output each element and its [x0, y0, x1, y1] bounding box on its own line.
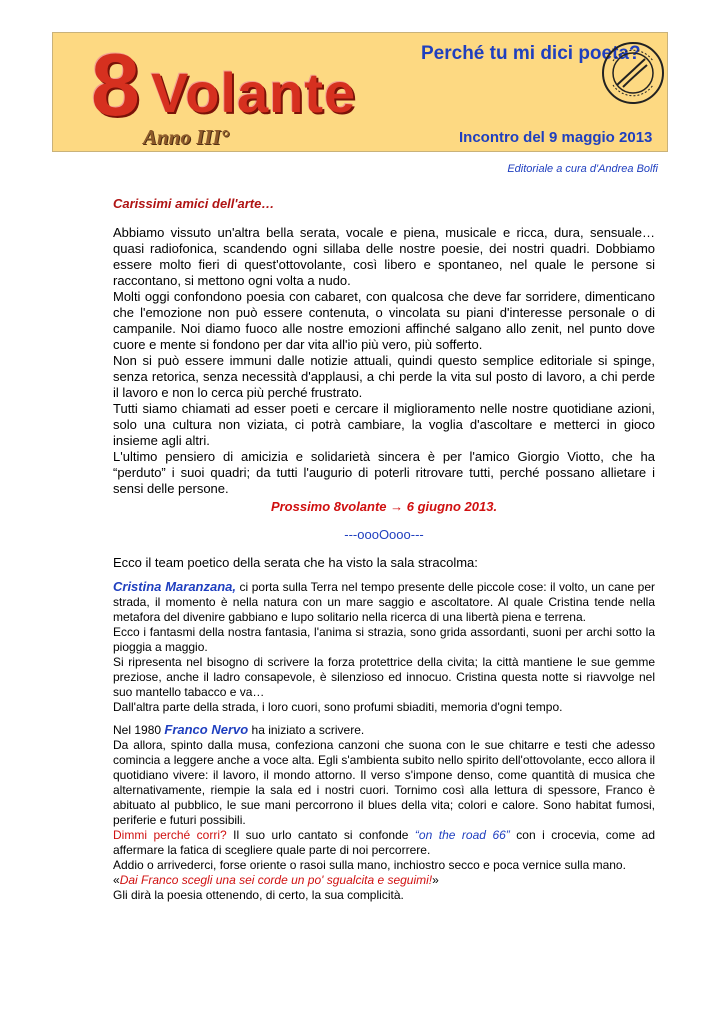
franco-invitation: Dai Franco scegli una sei corde un po' sgualcita e seguimi!: [119, 873, 433, 887]
franco-name: Franco Nervo: [164, 722, 249, 737]
editorial-paragraph-2: Molti oggi confondono poesia con cabaret, con qualcosa che deve far sorridere, dimenticano che l'emozione non può essere contenuta, o vincolata su piani d'interesse personale o di campanile. Noi diamo fuoco alle nostre emozioni affinché salgano allo zenit, nel punto dove cuore e mente si fondono per dar vita all'io più vero, più sofferto.: [113, 289, 655, 352]
masthead: [52, 32, 668, 152]
cristina-paragraph-3: Dall'altra parte della strada, i loro cuori, sono profumi sbiaditi, memoria d'ogni tempo.: [113, 700, 563, 714]
cristina-paragraph-2: Si ripresenta nel bisogno di scrivere la forza protettrice della civita; la città mantiene le sue gemme preziose, anche il ladro consapevole, è silenzioso ed innocuo. Cristina questa notte si riavvolge nel suo mantello tabacco e va…: [113, 655, 655, 699]
franco-quote-text-1: Il suo urlo cantato si confonde: [226, 828, 415, 842]
cristina-section: [113, 579, 655, 715]
editorial-paragraph-5: L'ultimo pensiero di amicizia e solidarietà sincera è per l'amico Giorgio Viotto, che ha “perduto” i suoi quadri; da tutti l'augurio di poterli ritrovare tutti, perché possano allietare i sensi delle persone.: [113, 449, 655, 496]
header-title: Perché tu mi dici poeta?: [421, 43, 641, 64]
meeting-date: Incontro del 9 maggio 2013: [459, 129, 653, 146]
next-event: Prossimo 8volante → 6 giugno 2013.: [270, 499, 498, 514]
greeting: Carissimi amici dell'arte…: [113, 196, 275, 211]
franco-paragraph-1: Da allora, spinto dalla musa, confeziona canzoni che suona con le sue chitarre e testi che adesso comincia a leggere anche a voce alta. Egli s'ambienta subito nello spirito dell'ottovolante, ecco allora il quotidiano vivere: il lavoro, il mondo attorno. Il verso s'impone denso, come quantità di musica che alternativamente, riempie la sala ed i nostri cuori. Tornimo così alla lettura di spessore, Franco è abituato al pubblico, le sue mani percorrono il blues della vita; colori e calore. Sono habitat fumosi, periferie e futuri possibili.: [113, 738, 655, 827]
franco-paragraph-3: Addio o arrivederci, forse oriente o rasoi sulla mano, inchiostro secco e poca vernice sulla mano.: [113, 858, 626, 872]
franco-paragraph-5: Gli dirà la poesia ottenendo, di certo, la sua complicità.: [113, 888, 404, 902]
franco-quote-text-2: con i crocevia, come ad affermare la fatica di scegliere quale parte di noi percorrere.: [113, 828, 655, 857]
quote-open: «: [113, 873, 120, 887]
franco-quote-song: “on the road 66”: [414, 828, 510, 842]
franco-intro-after: ha iniziato a scrivere.: [248, 723, 365, 737]
editorial-paragraph-4: Tutti siamo chiamati ad esser poeti e cercare il miglioramento nelle nostre quotidiane azioni, solo una cultura non viziata, ci potrà cambiare, la voglia d'ascoltare e metterci in gioco insieme agli altri.: [113, 401, 655, 448]
cristina-name: Cristina Maranzana,: [113, 579, 237, 594]
logo-number: 8: [91, 35, 138, 134]
cristina-paragraph-1: Ecco i fantasmi della nostra fantasia, l'anima si strazia, sono grida assordanti, suoni per archi sotto la pioggia a maggio.: [113, 625, 655, 654]
cristina-first-text: ci porta sulla Terra nel tempo presente delle piccole cose: il volto, un cane per strada, il momento è nella natura con un mare saggio e ascoltatore. Al quale Cristina tende nella metafora del divenire gabbiano e lupo solitario nella ricerca di una libertà piena e terrena.: [113, 580, 655, 624]
separator: ---oooOooo---: [344, 527, 424, 542]
quote-close: »: [432, 873, 439, 887]
franco-quote-red: Dimmi perché corri?: [113, 828, 227, 842]
team-intro: Ecco il team poetico della serata che ha visto la sala stracolma:: [113, 555, 478, 570]
editorial-paragraph-3: Non si può essere immuni dalle notizie attuali, quindi questo semplice editoriale si spinge, senza retorica, senza necessità d'applausi, a chi perde la vita sul posto di lavoro, a chi perde il lavoro e non lo cerca più perché frustrato.: [113, 353, 655, 400]
association-seal-icon: [601, 41, 665, 105]
editorial-paragraph-1: Abbiamo vissuto un'altra bella serata, vocale e piena, musicale e ricca, dura, sensuale… quasi radiofonica, scandendo ogni sillaba delle nostre poesie, dei nostri quadri. Dobbiamo essere molto fieri di quest'ottovolante, così libero e spontaneo, nel quale le persone si raccontano, si mettono ogni volta a nudo.: [113, 225, 655, 288]
editorial-credit: Editoriale a cura d'Andrea Bolfi: [507, 163, 658, 175]
editorial-body: [113, 196, 655, 571]
franco-intro-before: Nel 1980: [113, 723, 165, 737]
franco-section: [113, 722, 655, 903]
anno-label: Anno III°: [143, 125, 230, 149]
logo-word: Volante: [151, 61, 357, 124]
